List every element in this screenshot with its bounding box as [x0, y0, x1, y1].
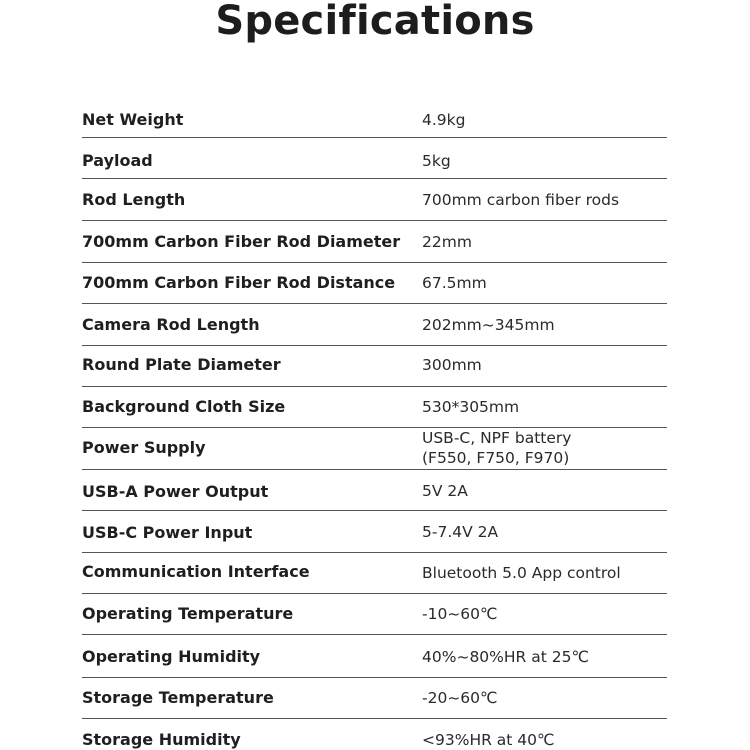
row-divider [82, 137, 667, 138]
spec-value: 202mm~345mm [422, 316, 555, 334]
spec-value: USB-C, NPF battery [422, 429, 572, 447]
spec-label: 700mm Carbon Fiber Rod Diameter [82, 232, 401, 251]
spec-value: 5kg [422, 152, 451, 170]
spec-value: 5V 2A [422, 482, 468, 500]
spec-label: USB-C Power Input [82, 523, 253, 542]
row-divider [82, 178, 667, 179]
row-divider [82, 634, 667, 635]
row-divider [82, 262, 667, 263]
spec-value: 67.5mm [422, 274, 487, 292]
spec-value: 5-7.4V 2A [422, 523, 499, 541]
row-divider [82, 552, 667, 553]
spec-label: Net Weight [82, 110, 184, 129]
spec-label: Operating Humidity [82, 647, 261, 666]
spec-value-line2: (F550, F750, F970) [422, 449, 570, 467]
row-divider [82, 345, 667, 346]
row-divider [82, 469, 667, 470]
spec-value: -10~60℃ [422, 605, 498, 623]
spec-label: USB-A Power Output [82, 482, 269, 501]
row-divider [82, 510, 667, 511]
row-divider [82, 386, 667, 387]
page-title: Specifications [215, 0, 535, 44]
row-divider [82, 427, 667, 428]
spec-label: Operating Temperature [82, 604, 294, 623]
row-divider [82, 677, 667, 678]
spec-label: Power Supply [82, 438, 206, 457]
spec-value: 22mm [422, 233, 472, 251]
spec-value: 40%~80%HR at 25℃ [422, 648, 589, 666]
spec-value: Bluetooth 5.0 App control [422, 564, 621, 582]
spec-label: Background Cloth Size [82, 397, 286, 416]
spec-value: 530*305mm [422, 398, 520, 416]
spec-value: 300mm [422, 356, 482, 374]
spec-label: Communication Interface [82, 562, 310, 581]
row-divider [82, 303, 667, 304]
spec-value: -20~60℃ [422, 689, 498, 707]
row-divider [82, 220, 667, 221]
spec-label: Rod Length [82, 190, 186, 209]
spec-value: 4.9kg [422, 111, 466, 129]
row-divider [82, 718, 667, 719]
spec-label: Payload [82, 151, 153, 170]
spec-value: <93%HR at 40℃ [422, 731, 555, 749]
spec-label: Camera Rod Length [82, 315, 260, 334]
spec-label: Storage Temperature [82, 688, 274, 707]
spec-value: 700mm carbon fiber rods [422, 191, 620, 209]
spec-label: 700mm Carbon Fiber Rod Distance [82, 273, 396, 292]
spec-label: Storage Humidity [82, 730, 241, 749]
row-divider [82, 593, 667, 594]
spec-label: Round Plate Diameter [82, 355, 281, 374]
